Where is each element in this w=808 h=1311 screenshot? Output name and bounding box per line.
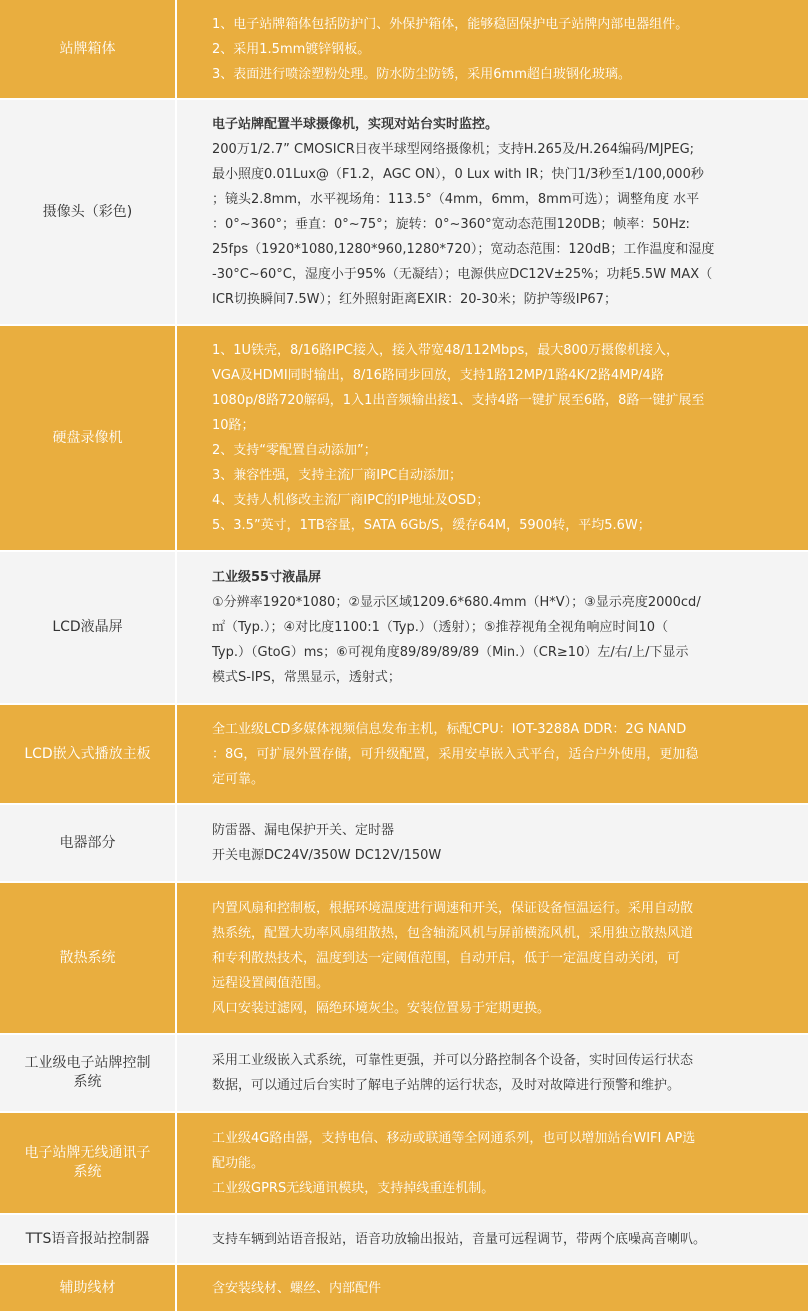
row-label: 电子站牌无线通讯子系统 [0,1113,177,1213]
content-line: 热系统，配置大功率风扇组散热，包含轴流风机与屏前横流风机，采用独立散热风道 [212,925,694,941]
content-line: 1080p/8路720解码，1入1出音频输出接1、支持4路一键扩展至6路，8路一键扩展至 [212,393,705,408]
content-line: 最小照度0.01Lux@（F1.2，AGC ON），0 Lux with IR；快门1/3秒至1/100,000秒 [212,167,704,182]
content-line: 开关电源DC24V/350W DC12V/150W [212,848,442,863]
content-line: 工业级GPRS无线通讯模块，支持掉线重连机制。 [212,1180,495,1196]
content-line: ：8G，可扩展外置存储，可升级配置，采用安卓嵌入式平台，适合户外使用，更加稳 [212,746,699,762]
content-line: 模式S-IPS，常黑显示，透射式； [212,670,401,685]
content-line: 10路； [212,418,255,433]
table-row [0,705,808,805]
content-line: 和专利散热技术，温度到达一定阈值范围，自动开启，低于一定温度自动关闭，可 [212,950,681,966]
content-line: ；镜头2.8mm，水平视场角：113.5°（4mm，6mm，8mm可选）；调整角度 水平 [212,192,700,207]
content-line: Typ.）（GtoG）ms；⑥可视角度89/89/89/89（Min.）（CR≥10）左/右/上/下显示 [212,645,689,660]
content-line: VGA及HDMI同时输出，8/16路同步回放，支持1路12MP/1路4K/2路4MP/4路 [212,368,664,383]
table-row [0,1215,808,1265]
row-label: 站牌箱体 [0,0,177,98]
content-line: 采用工业级嵌入式系统，可靠性更强，并可以分路控制各个设备，实时回传运行状态 [212,1053,694,1068]
content-line: 200万1/2.7” CMOSICR日夜半球型网络摄像机；支持H.265及/H.264编码/MJPEG; [212,142,695,157]
row-label: TTS语音报站控制器 [0,1215,177,1263]
table-row [0,326,808,552]
content-line: 工业级4G路由器，支持电信、移动或联通等全网通系列，也可以增加站台WIFI AP选 [212,1130,696,1146]
content-line: ㎡（Typ.）；④对比度1100:1（Typ.）（透射）；⑤推荐视角全视角响应时间10（ [212,620,669,635]
content-line: 配功能。 [212,1155,265,1171]
content-line: ：0°~360°；垂直：0°~75°；旋转：0°~360°宽动态范围120DB；帧率：50Hz: [212,217,690,232]
table-row [0,1035,808,1113]
row-content [177,326,808,550]
content-line: 防雷器、漏电保护开关、定时器 [212,823,395,838]
content-line: 3、表面进行喷涂塑粉处理。防水防尘防锈，采用6mm超白玻钢化玻璃。 [212,66,631,82]
content-line: 25fps（1920*1080,1280*960,1280*720）；宽动态范围：120dB；工作温度和湿度 [212,242,715,257]
row-label: 工业级电子站牌控制系统 [0,1035,177,1111]
row-label: 摄像头（彩色) [0,100,177,324]
content-line: 数据，可以通过后台实时了解电子站牌的运行状态，及时对故障进行预警和维护。 [212,1078,681,1093]
content-line: 1、1U铁壳，8/16路IPC接入，接入带宽48/112Mbps，最大800万摄像机接入， [212,343,680,358]
row-label: 硬盘录像机 [0,326,177,550]
content-line: 2、采用1.5mm镀锌钢板。 [212,41,371,57]
content-line: 远程设置阈值范围。 [212,975,330,991]
row-content [177,705,808,803]
row-content [177,1035,808,1111]
table-row [0,100,808,326]
row-content [177,0,808,98]
table-row [0,552,808,705]
row-content [177,100,808,324]
table-row [0,0,808,100]
table-row [0,883,808,1035]
content-line: 支持车辆到站语音报站，语音功放输出报站，音量可远程调节，带两个底噪高音喇叭。 [212,1231,707,1247]
content-title: 工业级55寸液晶屏 [212,570,322,585]
row-label: LCD嵌入式播放主板 [0,705,177,803]
content-line: 4、支持人机修改主流厂商IPC的IP地址及OSD； [212,493,490,508]
row-content [177,1113,808,1213]
content-line: ICR切换瞬间7.5W）；红外照射距离EXIR：20-30米；防护等级IP67； [212,292,617,307]
content-line: 3、兼容性强，支持主流厂商IPC自动添加； [212,468,463,483]
table-row [0,1265,808,1311]
table-row [0,805,808,883]
row-label: 散热系统 [0,883,177,1033]
content-line: ①分辨率1920*1080；②显示区域1209.6*680.4mm（H*V）；③显示亮度2000cd/ [212,595,701,610]
content-line: 定可靠。 [212,771,265,787]
content-title: 电子站牌配置半球摄像机，实现对站台实时监控。 [212,117,499,132]
content-line: 5、3.5”英寸，1TB容量，SATA 6Gb/S，缓存64M，5900转，平均5.6W； [212,518,651,533]
row-content [177,1265,808,1311]
content-line: 1、电子站牌箱体包括防护门、外保护箱体，能够稳固保护电子站牌内部电器组件。 [212,16,689,32]
content-line: 2、支持“零配置自动添加”； [212,443,377,458]
content-line: -30°C~60°C，湿度小于95%（无凝结）；电源供应DC12V±25%；功耗5.5W MAX（ [212,267,713,282]
row-content [177,552,808,703]
row-label: 辅助线材 [0,1265,177,1311]
content-line: 全工业级LCD多媒体视频信息发布主机，标配CPU：IOT-3288A DDR：2G NAND [212,721,687,737]
content-line: 内置风扇和控制板，根据环境温度进行调速和开关，保证设备恒温运行。采用自动散 [212,900,694,916]
content-line: 风口安装过滤网，隔绝环境灰尘。安装位置易于定期更换。 [212,1000,551,1016]
row-content [177,1215,808,1263]
row-label: 电器部分 [0,805,177,881]
row-content [177,883,808,1033]
row-content [177,805,808,881]
content-line: 含安装线材、螺丝、内部配件 [212,1280,382,1296]
row-label: LCD液晶屏 [0,552,177,703]
table-row [0,1113,808,1215]
